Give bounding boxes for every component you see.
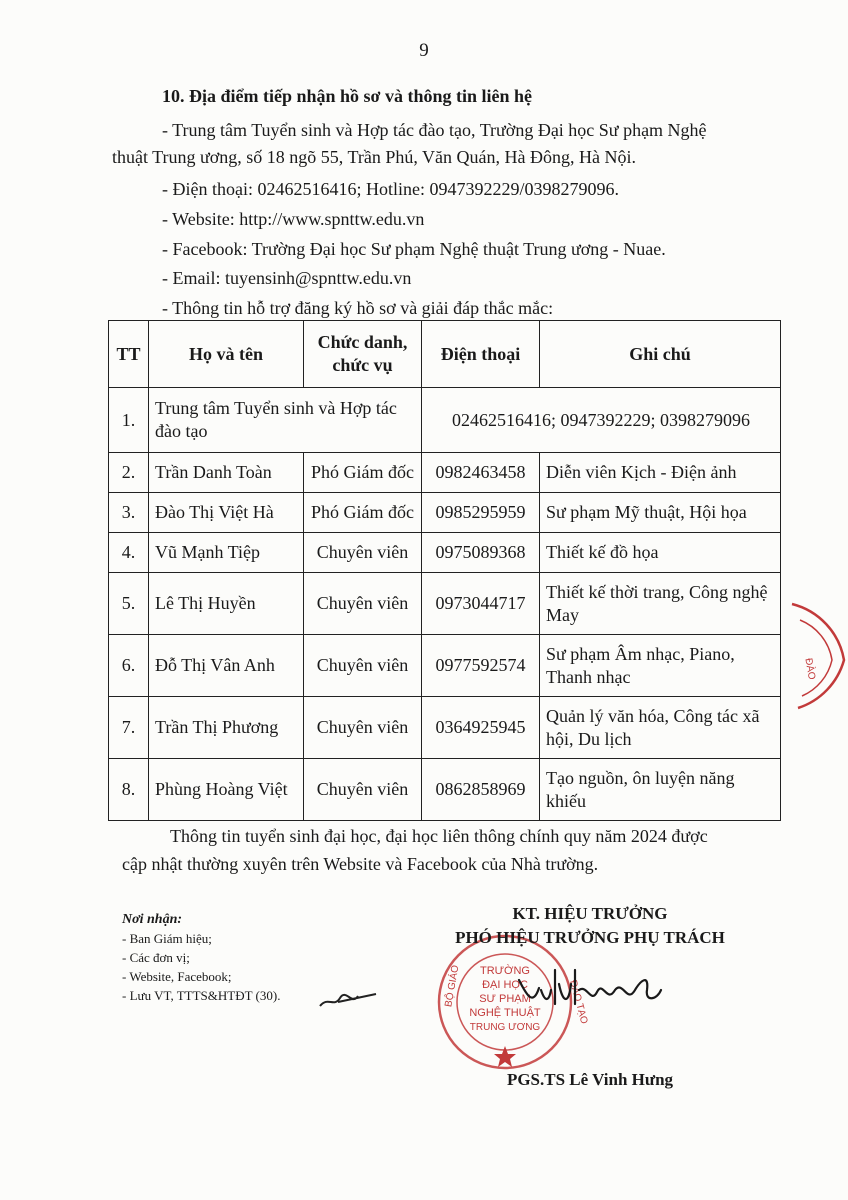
cell-title: Chuyên viên xyxy=(304,573,422,635)
cell-note: Sư phạm Âm nhạc, Piano, Thanh nhạc xyxy=(540,635,781,697)
cell-name: Đỗ Thị Vân Anh xyxy=(149,635,304,697)
header-phone: Điện thoại xyxy=(422,321,540,388)
side-seal-stamp-icon xyxy=(788,600,848,710)
recipient-item: - Các đơn vị; xyxy=(122,950,190,965)
cell-tt: 8. xyxy=(109,759,149,821)
cell-tt: 2. xyxy=(109,453,149,493)
recipients-title: Nơi nhận: xyxy=(122,912,183,927)
cell-phone: 0364925945 xyxy=(422,697,540,759)
recipient-item: - Lưu VT, TTTS&HTĐT (30). xyxy=(122,988,281,1003)
facebook-line: - Facebook: Trường Đại học Sư phạm Nghệ thuật Trung ương - Nuae. xyxy=(162,239,666,259)
cell-tt: 5. xyxy=(109,573,149,635)
cell-title: Chuyên viên xyxy=(304,533,422,573)
cell-name: Trần Danh Toàn xyxy=(149,453,304,493)
cell-phone: 0973044717 xyxy=(422,573,540,635)
cell-tt: 7. xyxy=(109,697,149,759)
seal-line-1: TRƯỜNG xyxy=(480,965,530,977)
seal-ring-right: ĐÀO TẠO xyxy=(567,979,590,1026)
cell-note: Diễn viên Kịch - Điện ảnh xyxy=(540,453,781,493)
cell-name: Phùng Hoàng Việt xyxy=(149,759,304,821)
table-row xyxy=(109,635,781,697)
cell-tt: 1. xyxy=(109,388,149,453)
table-row xyxy=(109,573,781,635)
cell-note: Thiết kế đồ họa xyxy=(540,533,781,573)
cell-note: Thiết kế thời trang, Công nghệ May xyxy=(540,573,781,635)
initials-signature-icon xyxy=(318,988,378,1014)
cell-tt: 3. xyxy=(109,493,149,533)
cell-tt: 4. xyxy=(109,533,149,573)
contact-table xyxy=(108,320,781,821)
cell-name: Vũ Mạnh Tiệp xyxy=(149,533,304,573)
side-seal-text: ĐÀO xyxy=(802,657,818,681)
cell-note: Quản lý văn hóa, Công tác xã hội, Du lịch xyxy=(540,697,781,759)
cell-note: Sư phạm Mỹ thuật, Hội họa xyxy=(540,493,781,533)
table-row xyxy=(109,697,781,759)
seal-line-4: NGHỆ THUẬT xyxy=(469,1007,541,1019)
cell-tt: 6. xyxy=(109,635,149,697)
header-title xyxy=(304,321,422,388)
table-header-row xyxy=(109,321,781,388)
cell-title: Chuyên viên xyxy=(304,635,422,697)
header-name: Họ và tên xyxy=(149,321,304,388)
header-tt: TT xyxy=(109,321,149,388)
seal-ring-left: BỘ GIÁO xyxy=(443,964,462,1008)
cell-note: Tạo nguồn, ôn luyện năng khiếu xyxy=(540,759,781,821)
cell-phone: 0982463458 xyxy=(422,453,540,493)
cell-name: Trần Thị Phương xyxy=(149,697,304,759)
header-title-line1: Chức danh, xyxy=(317,332,408,352)
closing-line-1: Thông tin tuyển sinh đại học, đại học liên thông chính quy năm 2024 được xyxy=(170,826,708,846)
cell-name: Lê Thị Huyền xyxy=(149,573,304,635)
section-heading: 10. Địa điểm tiếp nhận hồ sơ và thông tin liên hệ xyxy=(162,86,533,106)
table-row xyxy=(109,453,781,493)
table-row xyxy=(109,388,781,453)
phone-line: - Điện thoại: 02462516416; Hotline: 0947392229/0398279096. xyxy=(162,179,619,199)
table-row xyxy=(109,493,781,533)
table-row xyxy=(109,759,781,821)
seal-line-5: TRUNG ƯƠNG xyxy=(469,1022,541,1033)
seal-line-3: SƯ PHẠM xyxy=(479,993,531,1005)
cell-phone: 0985295959 xyxy=(422,493,540,533)
handwritten-signature-icon xyxy=(515,960,665,1016)
cell-title: Phó Giám đốc xyxy=(304,493,422,533)
cell-name: Đào Thị Việt Hà xyxy=(149,493,304,533)
seal-line-2: ĐẠI HỌC xyxy=(482,979,528,991)
signature-title-2: PHÓ HIỆU TRƯỞNG PHỤ TRÁCH xyxy=(455,928,725,947)
cell-title: Phó Giám đốc xyxy=(304,453,422,493)
recipient-item: - Website, Facebook; xyxy=(122,969,232,984)
cell-phone: 0975089368 xyxy=(422,533,540,573)
cell-title: Chuyên viên xyxy=(304,759,422,821)
table-row xyxy=(109,533,781,573)
cell-phone: 02462516416; 0947392229; 0398279096 xyxy=(422,388,781,453)
cell-title: Chuyên viên xyxy=(304,697,422,759)
cell-phone: 0862858969 xyxy=(422,759,540,821)
closing-line-2: cập nhật thường xuyên trên Website và Facebook của Nhà trường. xyxy=(122,854,599,874)
recipient-item: - Ban Giám hiệu; xyxy=(122,931,212,946)
page-number: 9 xyxy=(419,40,429,61)
cell-phone: 0977592574 xyxy=(422,635,540,697)
support-intro: - Thông tin hỗ trợ đăng ký hồ sơ và giải đáp thắc mắc: xyxy=(162,298,554,318)
cell-name: Trung tâm Tuyển sinh và Hợp tác đào tạo xyxy=(149,388,422,453)
header-title-line2: chức vụ xyxy=(332,355,393,375)
recipients-block xyxy=(122,910,280,1005)
header-note: Ghi chú xyxy=(540,321,781,388)
email-line: - Email: tuyensinh@spnttw.edu.vn xyxy=(162,268,412,288)
signature-title-1: KT. HIỆU TRƯỞNG xyxy=(512,904,668,923)
signer-name: PGS.TS Lê Vinh Hưng xyxy=(506,1070,674,1089)
website-line: - Website: http://www.spnttw.edu.vn xyxy=(162,209,425,229)
address-line-2: thuật Trung ương, số 18 ngõ 55, Trần Phú, Văn Quán, Hà Đông, Hà Nội. xyxy=(112,147,636,167)
address-line-1: - Trung tâm Tuyển sinh và Hợp tác đào tạo, Trường Đại học Sư phạm Nghệ xyxy=(162,120,707,140)
